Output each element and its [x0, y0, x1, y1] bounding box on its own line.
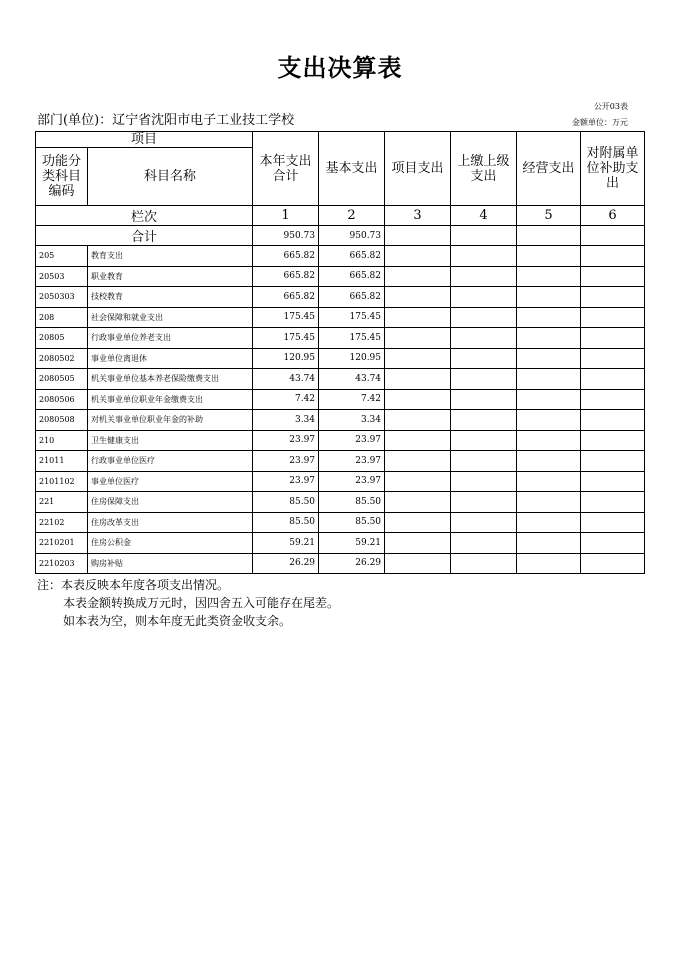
- amount-cell: 7.42: [319, 389, 385, 410]
- amount-cell: [581, 533, 645, 554]
- amount-cell: [451, 246, 517, 267]
- amount-cell: [581, 512, 645, 533]
- amount-cell: [385, 246, 451, 267]
- amount-cell: [517, 287, 581, 308]
- index-number: 3: [385, 206, 451, 226]
- amount-cell: [451, 512, 517, 533]
- total-label: 合计: [36, 226, 253, 246]
- amount-cell: 120.95: [253, 348, 319, 369]
- subject-name: 技校教育: [88, 287, 253, 308]
- amount-cell: [385, 553, 451, 574]
- total-value: [385, 226, 451, 246]
- amount-cell: 175.45: [319, 328, 385, 349]
- amount-cell: [385, 389, 451, 410]
- total-value: 950.73: [253, 226, 319, 246]
- amount-cell: [451, 266, 517, 287]
- amount-cell: 26.29: [319, 553, 385, 574]
- index-number: 5: [517, 206, 581, 226]
- amount-cell: [451, 287, 517, 308]
- col-header-total: 本年支出合计: [253, 132, 319, 206]
- subject-name: 事业单位医疗: [88, 471, 253, 492]
- table-row: [36, 328, 645, 349]
- item-header: 项目: [36, 132, 253, 148]
- amount-cell: 665.82: [253, 287, 319, 308]
- table-row: [36, 410, 645, 431]
- amount-cell: [581, 492, 645, 513]
- amount-cell: [581, 553, 645, 574]
- total-value: [451, 226, 517, 246]
- amount-cell: [517, 246, 581, 267]
- amount-unit: 金额单位：万元: [572, 118, 628, 127]
- amount-cell: 43.74: [253, 369, 319, 390]
- amount-cell: [517, 348, 581, 369]
- amount-cell: 175.45: [319, 307, 385, 328]
- amount-cell: 85.50: [253, 492, 319, 513]
- subject-code: 2080508: [36, 410, 88, 431]
- amount-cell: 43.74: [319, 369, 385, 390]
- subject-name: 对机关事业单位职业年金的补助: [88, 410, 253, 431]
- amount-cell: [581, 389, 645, 410]
- amount-cell: [581, 451, 645, 472]
- subject-code: 22102: [36, 512, 88, 533]
- table-row: [36, 471, 645, 492]
- amount-cell: 23.97: [253, 471, 319, 492]
- total-value: [581, 226, 645, 246]
- amount-cell: 665.82: [319, 246, 385, 267]
- subject-name: 职业教育: [88, 266, 253, 287]
- subject-name: 卫生健康支出: [88, 430, 253, 451]
- amount-cell: 23.97: [319, 451, 385, 472]
- amount-cell: 23.97: [253, 451, 319, 472]
- note-line: 注：本表反映本年度各项支出情况。: [37, 578, 230, 592]
- subject-code: 20805: [36, 328, 88, 349]
- amount-cell: [451, 410, 517, 431]
- subject-name: 社会保障和就业支出: [88, 307, 253, 328]
- subject-code: 205: [36, 246, 88, 267]
- amount-cell: [581, 307, 645, 328]
- amount-cell: 120.95: [319, 348, 385, 369]
- col-header-basic: 基本支出: [319, 132, 385, 206]
- table-row: [36, 307, 645, 328]
- total-value: 950.73: [319, 226, 385, 246]
- subject-name: 教育支出: [88, 246, 253, 267]
- subject-name: 机关事业单位基本养老保险缴费支出: [88, 369, 253, 390]
- amount-cell: 665.82: [319, 266, 385, 287]
- amount-cell: [451, 451, 517, 472]
- subject-code: 2210201: [36, 533, 88, 554]
- amount-cell: [451, 430, 517, 451]
- amount-cell: [385, 328, 451, 349]
- subject-code: 2080506: [36, 389, 88, 410]
- subject-name: 行政事业单位养老支出: [88, 328, 253, 349]
- amount-cell: 26.29: [253, 553, 319, 574]
- col-header-remit: 上缴上级支出: [451, 132, 517, 206]
- index-number: 1: [253, 206, 319, 226]
- amount-cell: 665.82: [253, 246, 319, 267]
- subject-name: 住房保障支出: [88, 492, 253, 513]
- subject-code: 2080505: [36, 369, 88, 390]
- table-row: [36, 287, 645, 308]
- amount-cell: [451, 369, 517, 390]
- notes: [37, 576, 339, 630]
- table-row: [36, 533, 645, 554]
- amount-cell: [581, 410, 645, 431]
- amount-cell: [385, 451, 451, 472]
- col-header-operating: 经营支出: [517, 132, 581, 206]
- amount-cell: [517, 389, 581, 410]
- amount-cell: [517, 553, 581, 574]
- amount-cell: [517, 492, 581, 513]
- amount-cell: [581, 348, 645, 369]
- amount-cell: 59.21: [319, 533, 385, 554]
- amount-cell: [581, 287, 645, 308]
- table-row: [36, 553, 645, 574]
- table-row: [36, 430, 645, 451]
- subject-code: 2210203: [36, 553, 88, 574]
- amount-cell: [517, 410, 581, 431]
- amount-cell: [385, 266, 451, 287]
- subject-code: 2080502: [36, 348, 88, 369]
- note-line: 本表金额转换成万元时，因四舍五入可能存在尾差。: [63, 596, 340, 610]
- amount-cell: 59.21: [253, 533, 319, 554]
- amount-cell: [517, 533, 581, 554]
- amount-cell: [385, 492, 451, 513]
- amount-cell: [517, 369, 581, 390]
- amount-cell: 665.82: [319, 287, 385, 308]
- amount-cell: [581, 471, 645, 492]
- index-number: 4: [451, 206, 517, 226]
- table-row: [36, 266, 645, 287]
- amount-cell: [517, 307, 581, 328]
- table-row: [36, 348, 645, 369]
- amount-cell: [385, 307, 451, 328]
- amount-cell: [451, 389, 517, 410]
- subject-name: 住房公积金: [88, 533, 253, 554]
- amount-cell: 85.50: [319, 492, 385, 513]
- amount-cell: 665.82: [253, 266, 319, 287]
- subject-code: 21011: [36, 451, 88, 472]
- amount-cell: [581, 369, 645, 390]
- subject-code: 208: [36, 307, 88, 328]
- amount-cell: 23.97: [319, 471, 385, 492]
- subject-code: 20503: [36, 266, 88, 287]
- amount-cell: [385, 369, 451, 390]
- index-label: 栏次: [36, 206, 253, 226]
- subject-code: 2101102: [36, 471, 88, 492]
- amount-cell: [451, 553, 517, 574]
- amount-cell: [517, 471, 581, 492]
- subject-name: 行政事业单位医疗: [88, 451, 253, 472]
- amount-cell: 175.45: [253, 328, 319, 349]
- department-label: 部门(单位)：辽宁省沈阳市电子工业技工学校: [37, 113, 295, 128]
- table-row: [36, 492, 645, 513]
- index-number: 2: [319, 206, 385, 226]
- amount-cell: [517, 328, 581, 349]
- amount-cell: [451, 307, 517, 328]
- subject-name: 购房补贴: [88, 553, 253, 574]
- amount-cell: 3.34: [319, 410, 385, 431]
- page-title: 支出决算表: [277, 54, 403, 82]
- amount-cell: [451, 471, 517, 492]
- amount-cell: [517, 512, 581, 533]
- amount-cell: [385, 471, 451, 492]
- subject-name: 机关事业单位职业年金缴费支出: [88, 389, 253, 410]
- amount-cell: [451, 492, 517, 513]
- subject-name: 事业单位离退休: [88, 348, 253, 369]
- table-row: [36, 451, 645, 472]
- amount-cell: 3.34: [253, 410, 319, 431]
- amount-cell: [385, 430, 451, 451]
- amount-cell: [451, 328, 517, 349]
- table-row: [36, 246, 645, 267]
- amount-cell: [517, 451, 581, 472]
- amount-cell: [385, 287, 451, 308]
- amount-cell: 175.45: [253, 307, 319, 328]
- amount-cell: [581, 430, 645, 451]
- amount-cell: 85.50: [319, 512, 385, 533]
- col-header-subsidy: 对附属单位补助支出: [581, 132, 645, 206]
- amount-cell: [451, 533, 517, 554]
- subject-name-header: 科目名称: [88, 148, 253, 206]
- index-row: [36, 206, 645, 226]
- subject-name: 住房改革支出: [88, 512, 253, 533]
- func-code-header: 功能分类科目编码: [36, 148, 88, 206]
- total-row: [36, 226, 645, 246]
- amount-cell: [385, 533, 451, 554]
- amount-cell: [581, 328, 645, 349]
- amount-cell: [385, 410, 451, 431]
- table-row: [36, 369, 645, 390]
- total-value: [517, 226, 581, 246]
- amount-cell: [581, 266, 645, 287]
- amount-cell: [385, 512, 451, 533]
- amount-cell: 23.97: [253, 430, 319, 451]
- subject-code: 210: [36, 430, 88, 451]
- amount-cell: 23.97: [319, 430, 385, 451]
- amount-cell: [581, 246, 645, 267]
- note-line: 如本表为空，则本年度无此类资金收支余。: [63, 614, 292, 628]
- table-row: [36, 512, 645, 533]
- amount-cell: [451, 348, 517, 369]
- subject-code: 221: [36, 492, 88, 513]
- amount-cell: [517, 266, 581, 287]
- index-number: 6: [581, 206, 645, 226]
- table-row: [36, 389, 645, 410]
- expenditure-table: [35, 131, 645, 574]
- form-number: 公开03表: [593, 102, 628, 111]
- amount-cell: 85.50: [253, 512, 319, 533]
- subject-code: 2050303: [36, 287, 88, 308]
- amount-cell: [517, 430, 581, 451]
- amount-cell: [385, 348, 451, 369]
- amount-cell: 7.42: [253, 389, 319, 410]
- col-header-project: 项目支出: [385, 132, 451, 206]
- header-row-top: [36, 132, 645, 148]
